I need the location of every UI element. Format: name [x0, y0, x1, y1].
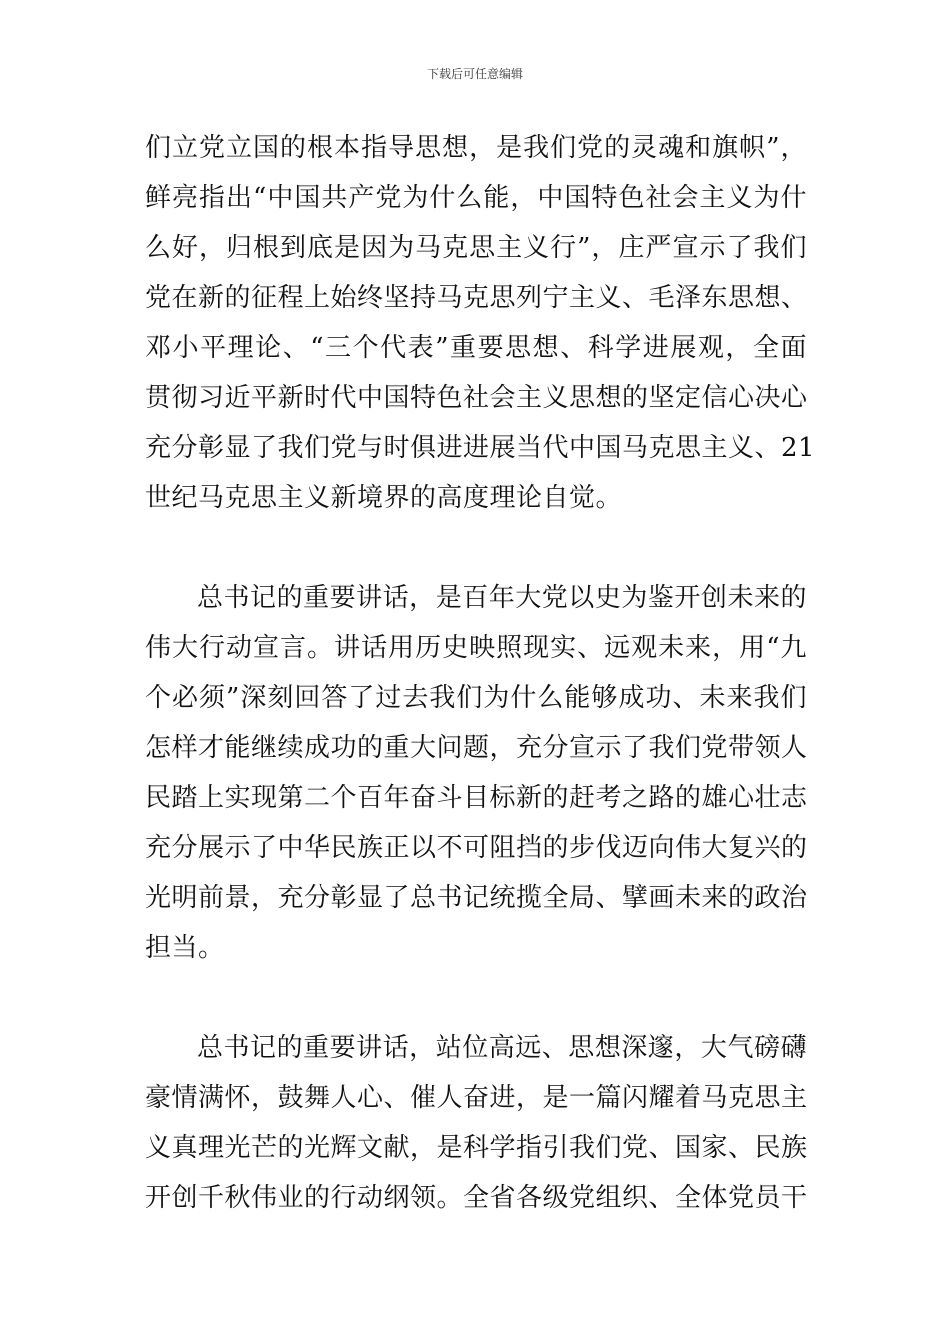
paragraph-2-line-8: 担当。 [145, 933, 225, 963]
paragraph-2-line-7: 光明前景，充分彰显了总书记统揽全局、擘画未来的政治 [145, 883, 808, 913]
paragraph-1-line-3: 么好，归根到底是因为马克思主义行”，庄严宣示了我们 [145, 233, 807, 263]
paragraph-2-line-4: 怎样才能继续成功的重大问题，充分宣示了我们党带领人 [145, 733, 808, 763]
paragraph-2-line-6: 充分展示了中华民族正以不可阻挡的步伐迈向伟大复兴的 [145, 833, 808, 863]
paragraph-1-line-5: 邓小平理论、“三个代表”重要思想、科学进展观，全面 [145, 333, 807, 363]
paragraph-1-line-2: 鲜亮指出“中国共产党为什么能，中国特色社会主义为什 [145, 183, 807, 213]
paragraph-3-line-2: 豪情满怀，鼓舞人心、催人奋进，是一篇闪耀着马克思主 [145, 1083, 808, 1113]
paragraph-1-line-8: 世纪马克思主义新境界的高度理论自觉。 [145, 483, 623, 513]
paragraph-3-line-3: 义真理光芒的光辉文献，是科学指引我们党、国家、民族 [145, 1133, 808, 1163]
paragraph-2-line-3: 个必须”深刻回答了过去我们为什么能够成功、未来我们 [145, 683, 807, 713]
paragraph-3-line-4: 开创千秋伟业的行动纲领。全省各级党组织、全体党员干 [145, 1183, 808, 1213]
paragraph-1-line-7: 充分彰显了我们党与时俱进进展当代中国马克思主义、21 [145, 433, 816, 463]
paragraph-1-line-1: 们立党立国的根本指导思想，是我们党的灵魂和旗帜”， [145, 133, 807, 163]
paragraph-2-line-1: 总书记的重要讲话，是百年大党以史为鉴开创未来的 [197, 583, 807, 613]
paragraph-1-line-6: 贯彻习近平新时代中国特色社会主义思想的坚定信心决心 [145, 383, 808, 413]
paragraph-2-line-2: 伟大行动宣言。讲话用历史映照现实、远观未来，用“九 [145, 633, 807, 663]
paragraph-1-line-4: 党在新的征程上始终坚持马克思列宁主义、毛泽东思想、 [145, 283, 808, 313]
paragraph-2-line-5: 民踏上实现第二个百年奋斗目标新的赶考之路的雄心壮志 [145, 783, 808, 813]
page-header: 下载后可任意编辑 [426, 67, 523, 81]
paragraph-3-line-1: 总书记的重要讲话，站位高远、思想深邃，大气磅礴 [197, 1033, 807, 1063]
